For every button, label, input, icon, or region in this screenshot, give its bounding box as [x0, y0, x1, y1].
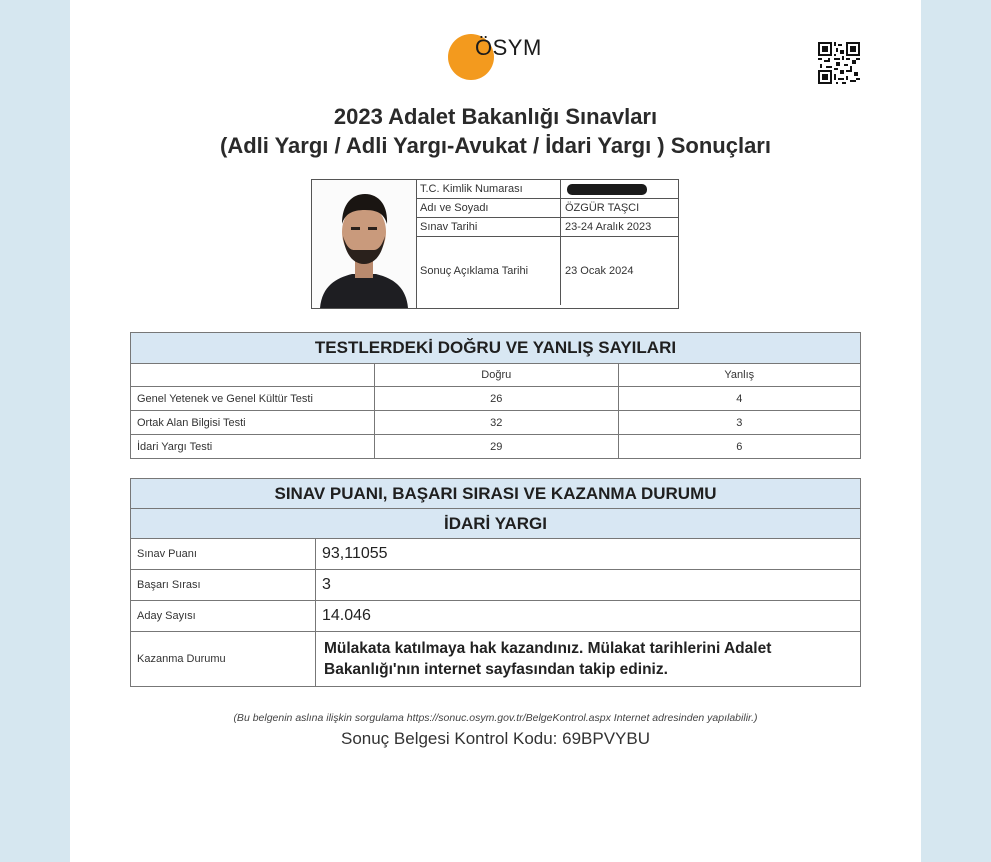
logo-text: ÖSYM — [475, 35, 542, 60]
column-header-empty — [131, 364, 375, 387]
candidate-photo — [312, 180, 417, 308]
candidate-portrait-icon — [312, 180, 416, 308]
correct-count: 32 — [375, 411, 619, 435]
rank-value: 3 — [316, 570, 861, 601]
wrong-count: 4 — [618, 387, 860, 411]
column-header-wrong: Yanlış — [618, 364, 860, 387]
table-row — [131, 632, 861, 687]
table-row — [131, 411, 861, 435]
test-results-header: TESTLERDEKİ DOĞRU VE YANLIŞ SAYILARI — [131, 333, 861, 364]
table-row — [131, 570, 861, 601]
candidates-value: 14.046 — [316, 601, 861, 632]
redaction-bar — [567, 184, 647, 195]
table-row — [131, 387, 861, 411]
title-line-1: 2023 Adalet Bakanlığı Sınavları — [333, 104, 658, 129]
wrong-count: 3 — [618, 411, 860, 435]
test-name: Ortak Alan Bilgisi Testi — [131, 411, 375, 435]
test-name: Genel Yetenek ve Genel Kültür Testi — [131, 387, 375, 411]
info-row-exam-date — [416, 218, 678, 237]
test-name: İdari Yargı Testi — [131, 435, 375, 459]
info-label: Sınav Tarihi — [416, 218, 561, 237]
column-header-correct: Doğru — [375, 364, 619, 387]
info-label: Sonuç Açıklama Tarihi — [416, 237, 561, 306]
table-row — [131, 539, 861, 570]
tc-redacted — [561, 180, 679, 199]
score-value: 93,11055 — [316, 539, 861, 570]
info-value: 23-24 Aralık 2023 — [561, 218, 679, 237]
score-results-header: SINAV PUANI, BAŞARI SIRASI VE KAZANMA DURUMU — [131, 479, 861, 509]
info-value: ÖZGÜR TAŞCI — [561, 199, 679, 218]
correct-count: 26 — [375, 387, 619, 411]
status-message: Mülakata katılmaya hak kazandınız. Mülakat tarihlerini Adalet Bakanlığı'nın internet sayfasından takip ediniz. — [316, 632, 861, 687]
result-document — [70, 0, 921, 862]
exam-type-header: İDARİ YARGI — [131, 509, 861, 539]
wrong-count: 6 — [618, 435, 860, 459]
candidates-label: Aday Sayısı — [131, 601, 316, 632]
verification-note: (Bu belgenin aslına ilişkin sorgulama https://sonuc.osym.gov.tr/BelgeKontrol.aspx Internet adresinden yapılabilir.) — [233, 712, 758, 724]
info-row-result-date — [416, 237, 678, 306]
osym-logo — [448, 32, 558, 82]
info-row-name — [416, 199, 678, 218]
table-row — [131, 435, 861, 459]
test-results-table — [130, 332, 861, 459]
table-row — [131, 601, 861, 632]
info-label: Adı ve Soyadı — [416, 199, 561, 218]
score-label: Sınav Puanı — [131, 539, 316, 570]
qr-code-icon — [818, 42, 860, 84]
info-value: 23 Ocak 2024 — [565, 265, 634, 277]
candidate-info-box — [311, 179, 679, 309]
title-line-2: (Adli Yargı / Adli Yargı-Avukat / İdari Yargı ) Sonuçları — [220, 133, 771, 158]
document-title — [70, 102, 921, 160]
correct-count: 29 — [375, 435, 619, 459]
status-label: Kazanma Durumu — [131, 632, 316, 687]
rank-label: Başarı Sırası — [131, 570, 316, 601]
score-results-table — [130, 478, 861, 687]
info-label: T.C. Kimlik Numarası — [416, 180, 561, 199]
control-code: Sonuç Belgesi Kontrol Kodu: 69BPVYBU — [340, 729, 651, 748]
candidate-info-table — [416, 180, 678, 305]
info-row-tc — [416, 180, 678, 199]
